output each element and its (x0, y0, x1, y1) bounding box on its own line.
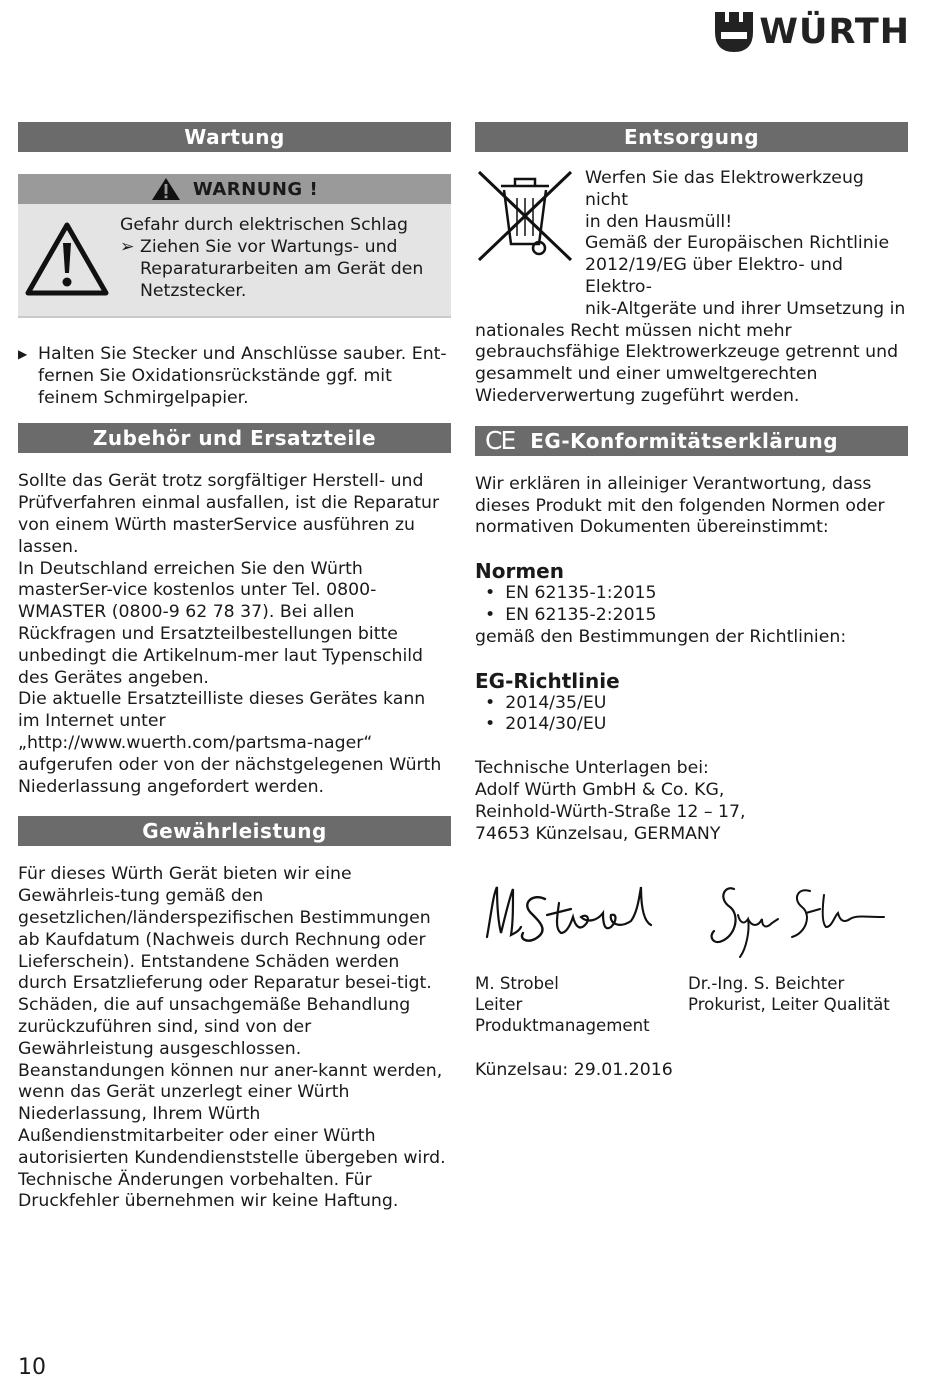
zubehoer-paragraph-2: In Deutschland erreichen Sie den Würth masterSer-vice kostenlos unter Tel. 0800-WMASTER (0800-9 62 78 37). Bei allen Rückfragen und Ersatzteilbestellungen bitte unbedingt die Artikelnum-mer laut Typenschild des Gerätes angeben. (18, 558, 424, 688)
warning-text (120, 214, 451, 302)
page-number: 10 (18, 1355, 46, 1380)
entsorgung-line-5: nik-Altgeräte und ihrer Umsetzung in (585, 298, 906, 319)
signer-beichter (688, 973, 901, 1036)
wartung-header: Wartung (18, 122, 451, 152)
maintenance-bullet-text: Halten Sie Stecker und Anschlüsse sauber. Ent-fernen Sie Oxidationsrückstände ggf. mit feinem Schmirgelpapier. (38, 344, 447, 408)
tech-line-2: Adolf Würth GmbH & Co. KG, (475, 779, 725, 800)
entsorgung-line-1: Werfen Sie das Elektrowerkzeug nicht (585, 168, 864, 210)
tech-line-4: 74653 Künzelsau, GERMANY (475, 823, 721, 844)
gewaehr-section (18, 816, 451, 1213)
warning-label: WARNUNG ! (192, 178, 319, 200)
arrow-bullet-icon: ➢ (120, 237, 135, 257)
ce-mark-icon: CE (485, 425, 515, 455)
warning-body (18, 204, 451, 316)
warning-step-text: Ziehen Sie vor Wartungs- und Reparaturarbeiten am Gerät den Netzstecker. (140, 237, 424, 301)
entsorgung-rest: nationales Recht müssen nicht mehr gebrauchsfähige Elektrowerkzeuge getrennt und gesammelt und einer umweltgerechten Wiederverwertung zugeführt werden. (475, 320, 899, 406)
warning-header (18, 174, 451, 204)
signer-strobel-name: M. Strobel (475, 974, 559, 994)
normen-title: Normen (475, 559, 564, 584)
zubehoer-paragraph-1: Sollte das Gerät trotz sorgfältiger Herstell- und Prüfverfahren einmal ausfallen, ist die Reparatur von einem Würth masterService ausführen zu lassen. (18, 471, 440, 557)
entsorgung-line-3: Gemäß der Europäischen Richtlinie (585, 233, 890, 254)
richtlinie-title: EG-Richtlinie (475, 668, 620, 693)
zubehoer-section (18, 423, 451, 798)
tech-docs (475, 758, 908, 845)
place-date: Künzelsau: 29.01.2016 (475, 1060, 673, 1081)
signer-beichter-name: Dr.-Ing. S. Beichter (688, 974, 845, 994)
signer-names (475, 973, 908, 1036)
konform-section (475, 426, 908, 1082)
right-column (475, 122, 908, 1082)
entsorgung-block (475, 168, 908, 408)
konform-title: EG-Konformitätserklärung (530, 428, 839, 453)
list-item: • 2014/30/EU (485, 714, 908, 736)
normen-after: gemäß den Bestimmungen der Richtlinien: (475, 626, 847, 647)
tech-line-3: Reinhold-Würth-Straße 12 – 17, (475, 801, 746, 822)
warning-step (120, 236, 451, 302)
list-item: • EN 62135-2:2015 (485, 605, 908, 627)
signature-strobel (475, 875, 688, 963)
warning-line: Gefahr durch elektrischen Schlag (120, 215, 408, 235)
signature-row (475, 875, 908, 963)
entsorgung-header: Entsorgung (475, 122, 908, 152)
crossed-bin-icon (475, 168, 575, 264)
entsorgung-line-2: in den Hausmüll! (585, 211, 733, 232)
wuerth-logo (715, 12, 910, 52)
signer-beichter-role: Prokurist, Leiter Qualität (688, 995, 890, 1015)
zubehoer-header: Zubehör und Ersatzteile (18, 423, 451, 453)
warning-small-icon (151, 177, 181, 201)
warning-box (18, 174, 451, 318)
signer-strobel-role: Leiter Produktmanagement (475, 995, 650, 1036)
konform-intro: Wir erklären in alleiniger Verantwortung, dass dieses Produkt mit den folgenden Normen oder normativen Dokumenten übereinstimmt: (475, 473, 885, 538)
maintenance-bullet (18, 344, 451, 409)
warning-triangle-icon (24, 214, 110, 302)
entsorgung-line-4: 2012/19/EG über Elektro- und Elektro- (585, 255, 843, 297)
wuerth-logo-text: WÜRTH (759, 12, 910, 52)
signer-strobel (475, 973, 688, 1036)
gewaehr-paragraph: Für dieses Würth Gerät bieten wir eine Gewährleis-tung gemäß den gesetzlichen/länderspezifischen Bestimmungen ab Kaufdatum (Nachweis durch Rechnung oder Lieferschein). Entstandene Schäden werden durch Ersatzlieferung oder Reparatur besei-tigt. Schäden, die auf unsachgemäße Behandlung zurückzuführen sind, sind von der Gewährleistung ausgeschlossen. Beanstandungen können nur aner-kannt werden, wenn das Gerät unzerlegt einer Würth Niederlassung, Ihrem Würth Außendienstmitarbeiter oder einer Würth autorisierten Kundendienststelle übergeben wird. Technische Änderungen vorbehalten. Für Druckfehler übernehmen wir keine Haftung. (18, 864, 446, 1212)
richtlinie-list (475, 693, 908, 737)
signature-beichter (688, 875, 901, 963)
konform-header (475, 426, 908, 456)
triangle-bullet-icon: ▶ (18, 347, 28, 361)
list-item: • 2014/35/EU (485, 693, 908, 715)
tech-line-1: Technische Unterlagen bei: (475, 758, 709, 779)
list-item: • EN 62135-1:2015 (485, 583, 908, 605)
gewaehr-header: Gewährleistung (18, 816, 451, 846)
wuerth-logo-mark-icon (715, 12, 753, 52)
left-column (18, 122, 451, 1213)
zubehoer-paragraph-3: Die aktuelle Ersatzteilliste dieses Gerätes kann im Internet unter „http://www.wuerth.com/partsma-nager“ aufgerufen oder von der nächstgelegenen Würth Niederlassung angefordert werden. (18, 689, 442, 797)
normen-list (475, 583, 908, 627)
